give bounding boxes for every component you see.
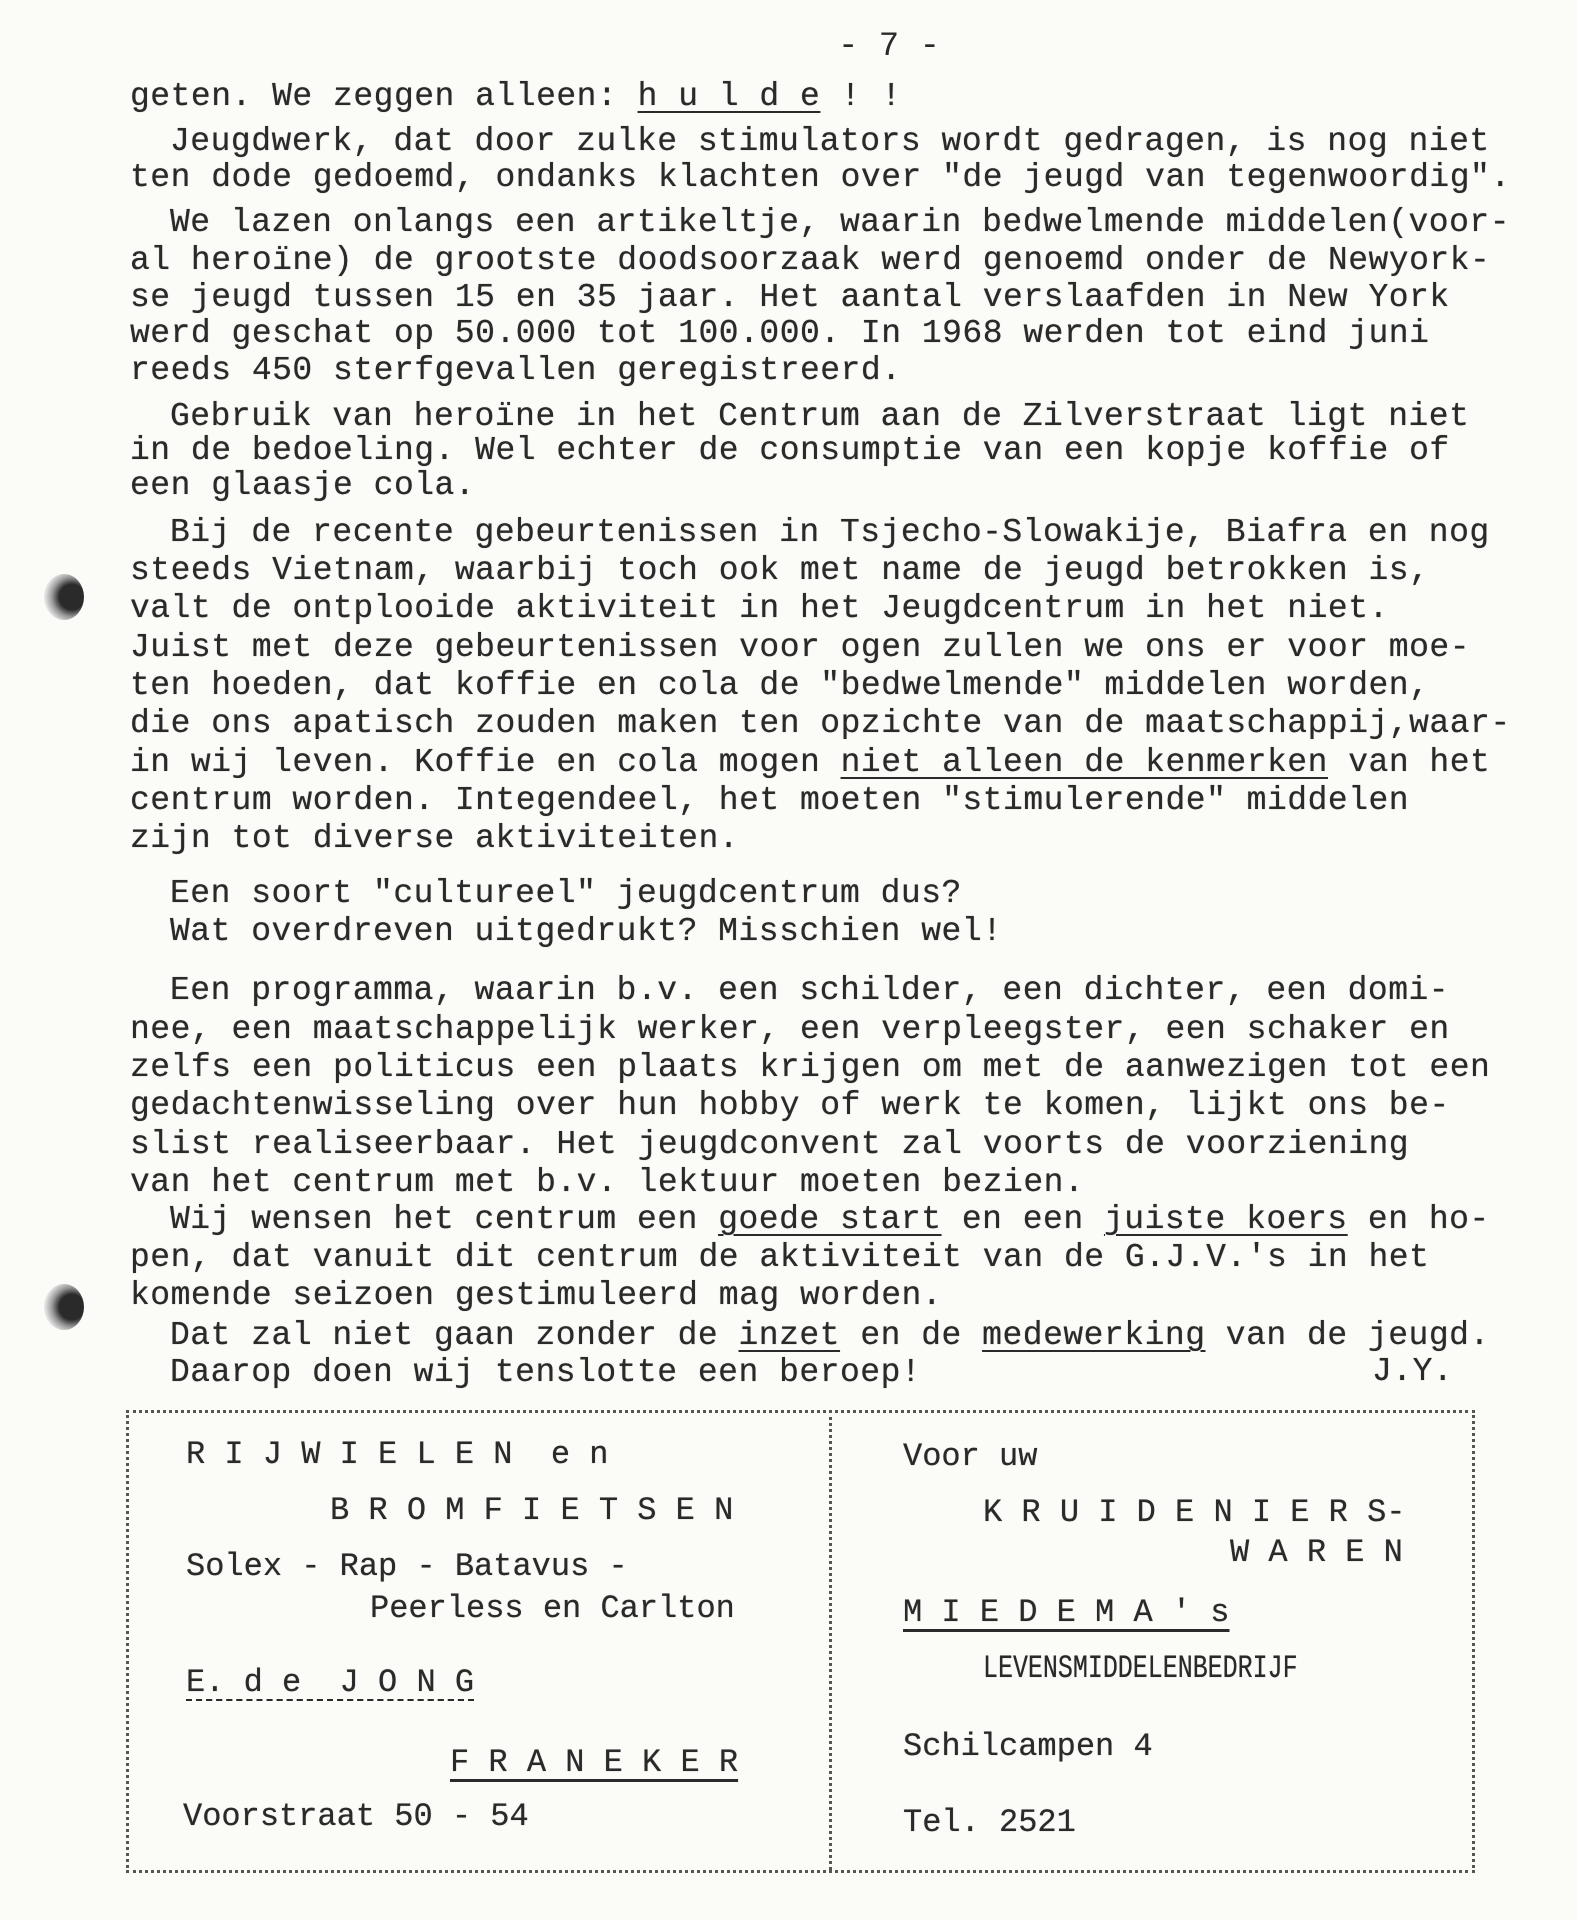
ad-heading: B R O M F I E T S E N bbox=[330, 1492, 734, 1529]
text-line bbox=[170, 874, 962, 914]
text-line bbox=[170, 912, 1002, 952]
text-segment: We lazen onlangs een artikeltje, waarin bedwelmende middelen(voor- bbox=[170, 204, 1511, 241]
text-segment: slist realiseerbaar. Het jeugdconvent zal voorts de voorziening bbox=[130, 1126, 1410, 1163]
text-segment: Wij wensen het centrum een bbox=[170, 1201, 719, 1238]
text-segment: ! ! bbox=[820, 78, 902, 115]
ad-business-name: M I E D E M A ' s bbox=[903, 1594, 1230, 1631]
text-line bbox=[170, 203, 1510, 243]
ad-address: Schilcampen 4 bbox=[903, 1728, 1153, 1765]
text-segment: Gebruik van heroïne in het Centrum aan de Zilverstraat ligt niet bbox=[170, 398, 1470, 435]
text-segment: Jeugdwerk, dat door zulke stimulators wordt gedragen, is nog niet bbox=[170, 123, 1490, 160]
ad-brands: Peerless en Carlton bbox=[370, 1590, 735, 1627]
text-line bbox=[130, 704, 1511, 744]
text-segment: valt de ontplooide aktiviteit in het Jeugdcentrum in het niet. bbox=[130, 590, 1389, 627]
text-segment: en een bbox=[941, 1201, 1104, 1238]
ad-town: F R A N E K E R bbox=[450, 1744, 739, 1781]
text-segment: se jeugd tussen 15 en 35 jaar. Het aantal verslaafden in New York bbox=[130, 279, 1450, 316]
text-segment: steeds Vietnam, waarbij toch ook met name de jeugd betrokken is, bbox=[130, 552, 1430, 589]
text-line bbox=[130, 819, 739, 859]
text-segment: Een programma, waarin b.v. een schilder, een dichter, een domi- bbox=[170, 972, 1450, 1009]
text-segment: Juist met deze gebeurtenissen voor ogen zullen we ons er voor moe- bbox=[130, 629, 1471, 666]
text-segment: centrum worden. Integendeel, het moeten "stimulerende" middelen bbox=[130, 782, 1410, 819]
underlined-text: inzet bbox=[738, 1317, 841, 1354]
underlined-text: h u l d e bbox=[637, 78, 821, 115]
text-line bbox=[130, 77, 902, 117]
signature: J.Y. bbox=[1372, 1353, 1454, 1390]
ad-phone: Tel. 2521 bbox=[903, 1804, 1076, 1841]
text-segment: en de bbox=[840, 1317, 983, 1354]
advertisement-divider bbox=[829, 1410, 832, 1870]
text-segment: komende seizoen gestimuleerd mag worden. bbox=[130, 1277, 943, 1314]
ad-subtitle: LEVENSMIDDELENBEDRIJF bbox=[983, 1650, 1298, 1687]
text-line bbox=[130, 466, 475, 506]
ad-heading: R I J W I E L E N e n bbox=[186, 1436, 609, 1473]
ad-heading: W A R E N bbox=[1230, 1534, 1403, 1571]
ad-brands: Solex - Rap - Batavus - bbox=[186, 1548, 628, 1585]
text-line bbox=[130, 781, 1409, 821]
text-segment: zelfs een politicus een plaats krijgen om met de aanwezigen tot een bbox=[130, 1049, 1491, 1086]
text-line bbox=[130, 666, 1429, 706]
text-segment: een glaasje cola. bbox=[130, 467, 476, 504]
text-segment: reeds 450 sterfgevallen geregistreerd. bbox=[130, 352, 902, 389]
text-segment: Een soort "cultureel" jeugdcentrum dus? bbox=[170, 875, 962, 912]
text-line bbox=[130, 1125, 1409, 1165]
text-line bbox=[130, 431, 1450, 471]
text-line bbox=[130, 158, 1511, 198]
text-line bbox=[130, 1238, 1429, 1278]
text-line bbox=[130, 314, 1429, 354]
text-line bbox=[130, 1276, 942, 1316]
ad-heading: Voor uw bbox=[903, 1438, 1038, 1475]
text-segment: van de jeugd. bbox=[1205, 1317, 1490, 1354]
text-line bbox=[130, 241, 1490, 281]
text-line bbox=[170, 1200, 1490, 1240]
text-segment: pen, dat vanuit dit centrum de aktiviteit van de G.J.V.'s in het bbox=[130, 1239, 1430, 1276]
text-segment: nee, een maatschappelijk werker, een verpleegster, een schaker en bbox=[130, 1011, 1450, 1048]
ad-heading: K R U I D E N I E R S- bbox=[983, 1494, 1406, 1531]
text-line bbox=[130, 551, 1429, 591]
text-line bbox=[170, 513, 1490, 553]
ad-address: Voorstraat 50 - 54 bbox=[183, 1798, 529, 1835]
text-segment: Wat overdreven uitgedrukt? Misschien wel! bbox=[170, 913, 1003, 950]
page-number: - 7 - bbox=[838, 28, 941, 66]
text-segment: werd geschat op 50.000 tot 100.000. In 1968 werden tot eind juni bbox=[130, 315, 1430, 352]
text-line bbox=[170, 1316, 1490, 1356]
text-line bbox=[130, 1048, 1490, 1088]
text-line bbox=[130, 1086, 1450, 1126]
ad-business-name: E. d e J O N G bbox=[186, 1664, 475, 1701]
text-line bbox=[130, 589, 1389, 629]
text-segment: in wij leven. Koffie en cola mogen bbox=[130, 744, 841, 781]
text-segment: ten dode gedoemd, ondanks klachten over "de jeugd van tegenwoordig". bbox=[130, 159, 1511, 196]
text-line bbox=[170, 971, 1449, 1011]
text-segment: Daarop doen wij tenslotte een beroep! bbox=[170, 1354, 922, 1391]
text-segment: en ho- bbox=[1347, 1201, 1490, 1238]
text-line bbox=[130, 628, 1470, 668]
text-segment: zijn tot diverse aktiviteiten. bbox=[130, 820, 740, 857]
text-segment: die ons apatisch zouden maken ten opzichte van de maatschappij,waar- bbox=[130, 705, 1511, 742]
text-segment: gedachtenwisseling over hun hobby of werk te komen, lijkt ons be- bbox=[130, 1087, 1450, 1124]
text-line bbox=[170, 1353, 921, 1393]
text-line bbox=[130, 351, 902, 391]
text-line bbox=[130, 278, 1450, 318]
text-segment: al heroïne) de grootste doodsoorzaak werd genoemd onder de Newyork- bbox=[130, 242, 1491, 279]
underlined-text: medewerking bbox=[982, 1317, 1206, 1354]
text-segment: geten. We zeggen alleen: bbox=[130, 78, 638, 115]
underlined-text: goede start bbox=[718, 1201, 942, 1238]
text-line bbox=[170, 122, 1490, 162]
underlined-text: niet alleen de kenmerken bbox=[840, 744, 1328, 781]
text-segment: Bij de recente gebeurtenissen in Tsjecho-Slowakije, Biafra en nog bbox=[170, 514, 1490, 551]
text-segment: ten hoeden, dat koffie en cola de "bedwelmende" middelen worden, bbox=[130, 667, 1430, 704]
text-line bbox=[130, 743, 1490, 783]
text-segment: in de bedoeling. Wel echter de consumptie van een kopje koffie of bbox=[130, 432, 1450, 469]
text-segment: van het centrum met b.v. lektuur moeten bezien. bbox=[130, 1164, 1085, 1201]
text-segment: van het bbox=[1327, 744, 1491, 781]
text-line bbox=[130, 1163, 1084, 1203]
punch-hole bbox=[44, 1284, 84, 1330]
text-line bbox=[130, 1010, 1450, 1050]
punch-hole bbox=[44, 574, 84, 620]
underlined-text: juiste koers bbox=[1103, 1201, 1348, 1238]
text-segment: Dat zal niet gaan zonder de bbox=[170, 1317, 739, 1354]
